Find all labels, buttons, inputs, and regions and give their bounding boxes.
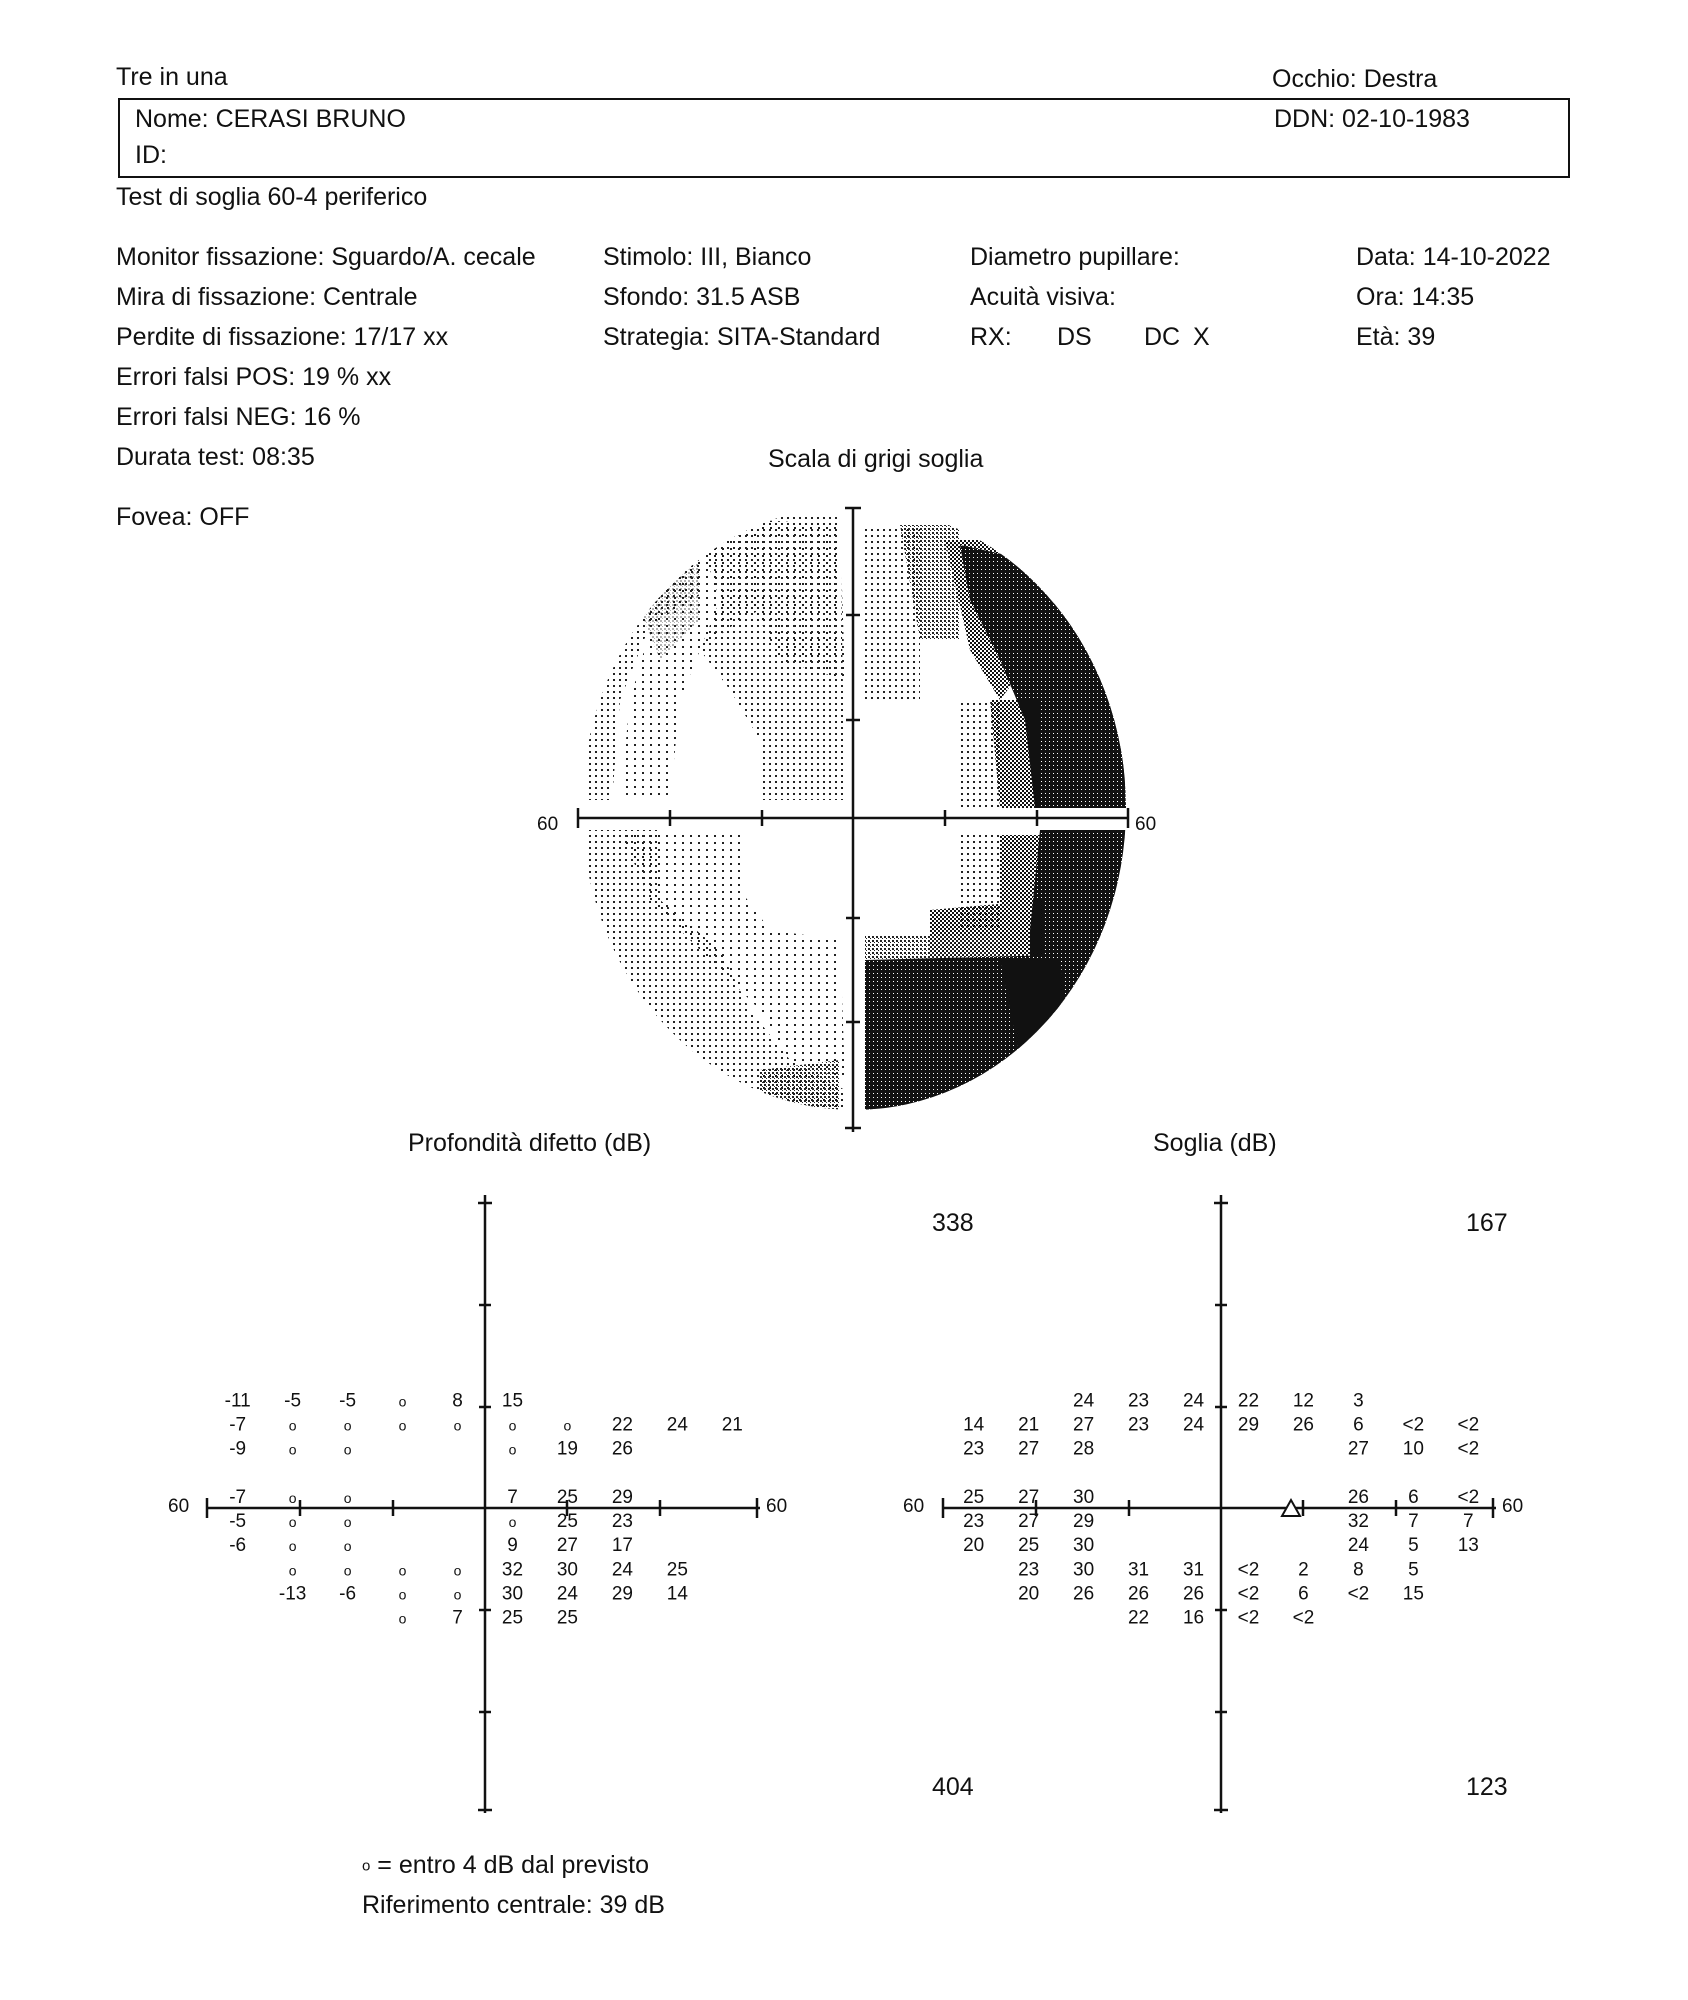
defect-value: o xyxy=(288,1514,297,1531)
visual-acuity: Acuità visiva: xyxy=(970,283,1116,311)
legend-text: = entro 4 dB dal previsto xyxy=(377,1851,649,1879)
threshold-right-60: 60 xyxy=(1502,1496,1524,1517)
threshold-value: 8 xyxy=(1353,1559,1364,1581)
threshold-value: 26 xyxy=(1182,1583,1205,1605)
defect-title: Profondità difetto (dB) xyxy=(408,1129,652,1157)
threshold-value: 31 xyxy=(1127,1559,1150,1581)
defect-value: o xyxy=(398,1393,407,1410)
threshold-value: 22 xyxy=(1237,1390,1260,1412)
threshold-value: 24 xyxy=(1182,1414,1205,1436)
threshold-value: 6 xyxy=(1408,1486,1419,1508)
defect-value: 7 xyxy=(452,1607,463,1629)
defect-value: -7 xyxy=(229,1414,247,1436)
defect-value: o xyxy=(288,1562,297,1579)
threshold-value: 2 xyxy=(1298,1559,1309,1581)
fixation-losses: Perdite di fissazione: 17/17 xx xyxy=(116,323,449,351)
patient-name: Nome: CERASI BRUNO xyxy=(135,105,406,133)
threshold-value: 25 xyxy=(963,1486,985,1508)
threshold-value: 14 xyxy=(963,1414,985,1436)
quadrant-sum-upper-right: 167 xyxy=(1466,1209,1508,1237)
threshold-value: 7 xyxy=(1463,1511,1474,1533)
quadrant-sum-upper-left: 338 xyxy=(932,1209,974,1237)
defect-value: o xyxy=(453,1417,462,1434)
defect-value: -5 xyxy=(229,1511,247,1533)
patient-id: ID: xyxy=(135,141,167,169)
defect-value: 24 xyxy=(556,1583,579,1605)
test-time: Ora: 14:35 xyxy=(1356,283,1475,311)
defect-value: -7 xyxy=(229,1486,247,1508)
defect-value: o xyxy=(508,1514,517,1531)
rx-ds: DS xyxy=(1057,323,1092,351)
defect-value: o xyxy=(508,1441,517,1458)
defect-value: 7 xyxy=(507,1486,518,1508)
defect-value: 19 xyxy=(556,1438,579,1460)
threshold-value: 27 xyxy=(1018,1438,1040,1460)
threshold-value: 21 xyxy=(1018,1414,1040,1436)
threshold-value: 24 xyxy=(1073,1390,1095,1412)
rx-x: X xyxy=(1193,323,1210,351)
threshold-value: 26 xyxy=(1292,1414,1315,1436)
fovea-status: Fovea: OFF xyxy=(116,503,250,531)
defect-value: o xyxy=(343,1562,352,1579)
defect-value: 25 xyxy=(666,1559,688,1581)
threshold-value: <2 xyxy=(1237,1559,1260,1581)
threshold-value: 32 xyxy=(1347,1511,1369,1533)
defect-value: o xyxy=(398,1586,407,1603)
gs-right-upper xyxy=(865,525,1126,808)
defect-value: 25 xyxy=(556,1607,579,1629)
test-duration: Durata test: 08:35 xyxy=(116,443,315,471)
strategy: Strategia: SITA-Standard xyxy=(603,323,881,351)
threshold-value: 26 xyxy=(1073,1583,1095,1605)
defect-value: 30 xyxy=(556,1559,579,1581)
threshold-value: 23 xyxy=(1018,1559,1040,1581)
rx-dc: DC xyxy=(1144,323,1181,351)
threshold-value: 27 xyxy=(1347,1438,1369,1460)
grayscale-map xyxy=(585,510,1126,1110)
threshold-value: <2 xyxy=(1347,1583,1370,1605)
threshold-value: 20 xyxy=(963,1535,985,1557)
gs-right-lower xyxy=(865,830,1126,1110)
defect-value: 29 xyxy=(611,1486,633,1508)
defect-value: o xyxy=(288,1489,297,1506)
patient-age: Età: 39 xyxy=(1356,323,1436,351)
grayscale-left-60: 60 xyxy=(537,814,559,835)
defect-value: o xyxy=(343,1417,352,1434)
defect-value: o xyxy=(508,1417,517,1434)
threshold-value: <2 xyxy=(1402,1414,1425,1436)
defect-value: o xyxy=(343,1441,352,1458)
legend-symbol: o xyxy=(362,1857,371,1875)
defect-value: o xyxy=(288,1441,297,1458)
threshold-value: 13 xyxy=(1457,1535,1479,1557)
defect-value: -13 xyxy=(278,1583,307,1605)
threshold-value: 26 xyxy=(1347,1486,1369,1508)
threshold-value: 15 xyxy=(1402,1583,1424,1605)
defect-value: 8 xyxy=(452,1390,463,1412)
defect-value: 25 xyxy=(556,1486,579,1508)
threshold-value: 29 xyxy=(1073,1511,1095,1533)
quadrant-sum-lower-left: 404 xyxy=(932,1773,974,1801)
defect-value: -5 xyxy=(339,1390,357,1412)
false-pos-errors: Errori falsi POS: 19 % xx xyxy=(116,363,392,391)
defect-value: o xyxy=(398,1562,407,1579)
threshold-title: Soglia (dB) xyxy=(1153,1129,1277,1157)
defect-value: 14 xyxy=(666,1583,688,1605)
defect-value: -6 xyxy=(229,1535,247,1557)
defect-value: 29 xyxy=(611,1583,633,1605)
threshold-value: 23 xyxy=(1127,1390,1150,1412)
defect-value: o xyxy=(453,1562,462,1579)
threshold-value: 10 xyxy=(1402,1438,1424,1460)
threshold-value: 7 xyxy=(1408,1511,1419,1533)
defect-value: o xyxy=(398,1610,407,1627)
threshold-value: 23 xyxy=(963,1438,985,1460)
threshold-value: <2 xyxy=(1237,1607,1260,1629)
threshold-value: 25 xyxy=(1018,1535,1040,1557)
threshold-value: 30 xyxy=(1073,1535,1095,1557)
threshold-value: <2 xyxy=(1292,1607,1315,1629)
defect-value: o xyxy=(288,1417,297,1434)
threshold-value: 3 xyxy=(1353,1390,1364,1412)
rx-label: RX: xyxy=(970,323,1012,351)
defect-left-60: 60 xyxy=(168,1496,190,1517)
defect-value: 25 xyxy=(501,1607,524,1629)
threshold-left-60: 60 xyxy=(903,1496,925,1517)
defect-value: 21 xyxy=(721,1414,743,1436)
grayscale-title: Scala di grigi soglia xyxy=(768,445,984,473)
defect-value: 22 xyxy=(611,1414,633,1436)
threshold-value: 24 xyxy=(1347,1535,1369,1557)
defect-value: o xyxy=(343,1489,352,1506)
defect-value: 24 xyxy=(611,1559,633,1581)
defect-value: 24 xyxy=(666,1414,688,1436)
threshold-value: 27 xyxy=(1018,1486,1040,1508)
threshold-value: 28 xyxy=(1073,1438,1095,1460)
test-date: Data: 14-10-2022 xyxy=(1356,243,1551,271)
grayscale-right-60: 60 xyxy=(1135,814,1157,835)
defect-right-60: 60 xyxy=(766,1496,788,1517)
threshold-value: 30 xyxy=(1073,1559,1095,1581)
threshold-value: 31 xyxy=(1182,1559,1205,1581)
defect-value: -11 xyxy=(224,1390,251,1412)
threshold-value: 6 xyxy=(1298,1583,1309,1605)
defect-value: -6 xyxy=(339,1583,357,1605)
threshold-value: 26 xyxy=(1127,1583,1150,1605)
gs-left-lower xyxy=(585,830,845,1110)
threshold-value: 23 xyxy=(963,1511,985,1533)
central-reference: Riferimento centrale: 39 dB xyxy=(362,1891,665,1919)
defect-value: o xyxy=(288,1538,297,1555)
threshold-value: <2 xyxy=(1457,1486,1480,1508)
defect-legend xyxy=(362,1850,649,1881)
threshold-value: 27 xyxy=(1073,1414,1095,1436)
defect-value: o xyxy=(398,1417,407,1434)
threshold-value: 20 xyxy=(1018,1583,1040,1605)
date-of-birth: DDN: 02-10-1983 xyxy=(1274,105,1470,133)
threshold-value: 29 xyxy=(1237,1414,1260,1436)
quadrant-sum-lower-right: 123 xyxy=(1466,1773,1508,1801)
defect-value: o xyxy=(343,1538,352,1555)
test-name: Test di soglia 60-4 periferico xyxy=(116,183,428,211)
threshold-value: 5 xyxy=(1408,1559,1419,1581)
threshold-value: <2 xyxy=(1457,1414,1480,1436)
defect-value: 30 xyxy=(501,1583,524,1605)
defect-value: 27 xyxy=(556,1535,579,1557)
stimulus: Stimolo: III, Bianco xyxy=(603,243,812,271)
defect-value: 17 xyxy=(611,1535,633,1557)
false-neg-errors: Errori falsi NEG: 16 % xyxy=(116,403,361,431)
eye-label: Occhio: Destra xyxy=(1272,65,1438,93)
threshold-value: 16 xyxy=(1182,1607,1205,1629)
fixation-target: Mira di fissazione: Centrale xyxy=(116,283,418,311)
pupil-diameter: Diametro pupillare: xyxy=(970,243,1180,271)
threshold-value: 22 xyxy=(1127,1607,1150,1629)
threshold-value: 27 xyxy=(1018,1511,1040,1533)
defect-value: o xyxy=(343,1514,352,1531)
threshold-value: 24 xyxy=(1182,1390,1205,1412)
threshold-value: <2 xyxy=(1457,1438,1480,1460)
threshold-value: 6 xyxy=(1353,1414,1364,1436)
threshold-value: <2 xyxy=(1237,1583,1260,1605)
defect-value: -9 xyxy=(229,1438,247,1460)
threshold-value: 30 xyxy=(1073,1486,1095,1508)
defect-value: 26 xyxy=(611,1438,633,1460)
defect-value: o xyxy=(563,1417,572,1434)
defect-value: 15 xyxy=(501,1390,524,1412)
threshold-value: 12 xyxy=(1292,1390,1315,1412)
threshold-value: 5 xyxy=(1408,1535,1419,1557)
defect-value: 32 xyxy=(501,1559,524,1581)
program-name: Tre in una xyxy=(116,63,228,91)
defect-value: -5 xyxy=(284,1390,302,1412)
defect-value: 23 xyxy=(611,1511,633,1533)
defect-value: 9 xyxy=(507,1535,518,1557)
defect-value: 25 xyxy=(556,1511,579,1533)
gs-left-upper xyxy=(585,510,845,800)
background: Sfondo: 31.5 ASB xyxy=(603,283,801,311)
threshold-value: 23 xyxy=(1127,1414,1150,1436)
defect-value: o xyxy=(453,1586,462,1603)
fixation-monitor: Monitor fissazione: Sguardo/A. cecale xyxy=(116,243,536,271)
